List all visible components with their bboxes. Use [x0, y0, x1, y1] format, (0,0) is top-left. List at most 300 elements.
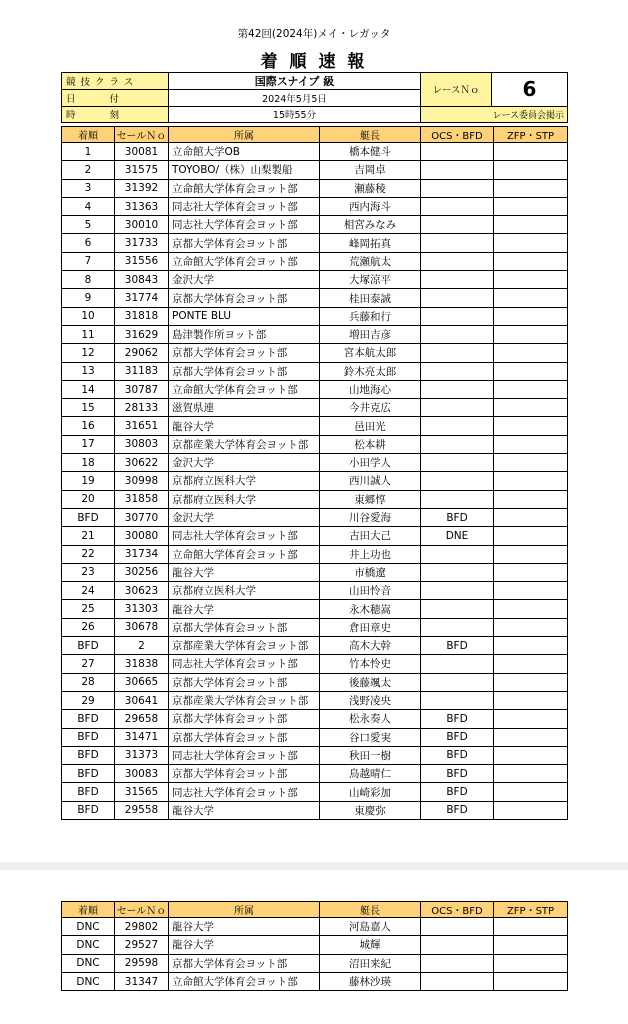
cell-affiliation: 京都大学体育会ヨット部 — [169, 673, 320, 691]
table-row — [62, 197, 568, 215]
cell-ocs-bfd — [421, 691, 494, 709]
cell-skipper: 永木穂嵩 — [320, 600, 421, 618]
cell-ocs-bfd — [421, 600, 494, 618]
header-ocs-bfd: OCS・BFD — [421, 127, 494, 143]
cell-skipper: 東郷惇 — [320, 490, 421, 508]
cell-rank: 9 — [62, 289, 115, 307]
dnc-table — [61, 901, 568, 991]
cell-sail-no: 31556 — [115, 252, 169, 270]
cell-skipper: 山田怜音 — [320, 582, 421, 600]
cell-zfp-stp — [494, 508, 568, 526]
cell-affiliation: 滋賀県連 — [169, 399, 320, 417]
table-row — [62, 216, 568, 234]
cell-zfp-stp — [494, 691, 568, 709]
cell-ocs-bfd — [421, 655, 494, 673]
cell-sail-no: 31363 — [115, 197, 169, 215]
cell-rank: BFD — [62, 508, 115, 526]
cell-sail-no: 28133 — [115, 399, 169, 417]
cell-skipper: 井上功也 — [320, 545, 421, 563]
cell-affiliation: 同志社大学体育会ヨット部 — [169, 783, 320, 801]
cell-zfp-stp — [494, 271, 568, 289]
table-row — [62, 289, 568, 307]
cell-ocs-bfd — [421, 179, 494, 197]
cell-affiliation: 龍谷大学 — [169, 918, 320, 936]
cell-sail-no: 30080 — [115, 527, 169, 545]
cell-affiliation: 立命館大学体育会ヨット部 — [169, 179, 320, 197]
cell-ocs-bfd — [421, 618, 494, 636]
table-row — [62, 344, 568, 362]
cell-sail-no: 30678 — [115, 618, 169, 636]
cell-rank: 27 — [62, 655, 115, 673]
cell-skipper: 竹本怜史 — [320, 655, 421, 673]
cell-zfp-stp — [494, 765, 568, 783]
cell-rank: 1 — [62, 143, 115, 161]
cell-ocs-bfd — [421, 362, 494, 380]
cell-zfp-stp — [494, 710, 568, 728]
cell-zfp-stp — [494, 197, 568, 215]
cell-zfp-stp — [494, 954, 568, 972]
cell-rank: 14 — [62, 380, 115, 398]
cell-affiliation: 島津製作所ヨット部 — [169, 325, 320, 343]
cell-skipper: 桂田泰誠 — [320, 289, 421, 307]
cell-sail-no: 30623 — [115, 582, 169, 600]
table-row — [62, 563, 568, 581]
cell-sail-no: 29658 — [115, 710, 169, 728]
header-rank: 着順 — [62, 127, 115, 143]
cell-affiliation: 京都大学体育会ヨット部 — [169, 765, 320, 783]
cell-zfp-stp — [494, 307, 568, 325]
header-rank: 着順 — [62, 902, 115, 918]
class-label: 競技クラス — [62, 73, 169, 90]
cell-rank: 11 — [62, 325, 115, 343]
cell-skipper: 吉岡卓 — [320, 161, 421, 179]
cell-sail-no: 31651 — [115, 417, 169, 435]
cell-sail-no: 30998 — [115, 472, 169, 490]
table-row — [62, 918, 568, 936]
cell-affiliation: PONTE BLU — [169, 307, 320, 325]
cell-rank: 21 — [62, 527, 115, 545]
cell-affiliation: 京都産業大学体育会ヨット部 — [169, 637, 320, 655]
cell-sail-no: 31774 — [115, 289, 169, 307]
table-row — [62, 801, 568, 819]
table-row — [62, 508, 568, 526]
cell-sail-no: 31734 — [115, 545, 169, 563]
cell-sail-no: 31838 — [115, 655, 169, 673]
cell-ocs-bfd — [421, 380, 494, 398]
cell-sail-no: 30665 — [115, 673, 169, 691]
cell-skipper: 松本耕 — [320, 435, 421, 453]
cell-sail-no: 29558 — [115, 801, 169, 819]
cell-zfp-stp — [494, 380, 568, 398]
cell-ocs-bfd: DNE — [421, 527, 494, 545]
cell-zfp-stp — [494, 563, 568, 581]
cell-skipper: 今井克広 — [320, 399, 421, 417]
cell-affiliation: 龍谷大学 — [169, 600, 320, 618]
cell-sail-no: 31818 — [115, 307, 169, 325]
cell-skipper: 鳥越晴仁 — [320, 765, 421, 783]
cell-skipper: 倉田章史 — [320, 618, 421, 636]
cell-skipper: 峰岡拓真 — [320, 234, 421, 252]
cell-skipper: 市橋遼 — [320, 563, 421, 581]
cell-rank: 25 — [62, 600, 115, 618]
cell-skipper: 鈴木亮太郎 — [320, 362, 421, 380]
cell-affiliation: 京都府立医科大学 — [169, 490, 320, 508]
cell-affiliation: 京都産業大学体育会ヨット部 — [169, 691, 320, 709]
cell-rank: DNC — [62, 954, 115, 972]
cell-ocs-bfd — [421, 435, 494, 453]
cell-rank: 28 — [62, 673, 115, 691]
cell-sail-no: 31373 — [115, 746, 169, 764]
cell-zfp-stp — [494, 161, 568, 179]
table-row — [62, 728, 568, 746]
cell-rank: BFD — [62, 710, 115, 728]
table-row — [62, 435, 568, 453]
cell-ocs-bfd — [421, 307, 494, 325]
cell-affiliation: 同志社大学体育会ヨット部 — [169, 527, 320, 545]
cell-ocs-bfd — [421, 325, 494, 343]
cell-zfp-stp — [494, 545, 568, 563]
cell-rank: BFD — [62, 801, 115, 819]
cell-rank: BFD — [62, 746, 115, 764]
cell-rank: BFD — [62, 783, 115, 801]
cell-sail-no: 29062 — [115, 344, 169, 362]
cell-zfp-stp — [494, 600, 568, 618]
document-title: 第42回(2024年)メイ・レガッタ — [237, 28, 391, 40]
cell-rank: 13 — [62, 362, 115, 380]
cell-sail-no: 30770 — [115, 508, 169, 526]
table-row — [62, 673, 568, 691]
cell-affiliation: 金沢大学 — [169, 454, 320, 472]
cell-skipper: 西川誠人 — [320, 472, 421, 490]
cell-sail-no: 30843 — [115, 271, 169, 289]
cell-skipper: 宮本航太郎 — [320, 344, 421, 362]
cell-skipper: 河島嘉人 — [320, 918, 421, 936]
cell-zfp-stp — [494, 289, 568, 307]
cell-ocs-bfd — [421, 417, 494, 435]
cell-rank: 15 — [62, 399, 115, 417]
table-row — [62, 765, 568, 783]
cell-ocs-bfd — [421, 490, 494, 508]
cell-sail-no: 30622 — [115, 454, 169, 472]
cell-rank: BFD — [62, 765, 115, 783]
cell-zfp-stp — [494, 936, 568, 954]
cell-sail-no: 31183 — [115, 362, 169, 380]
cell-rank: 16 — [62, 417, 115, 435]
cell-affiliation: 立命館大学体育会ヨット部 — [169, 972, 320, 990]
table-row — [62, 637, 568, 655]
cell-rank: BFD — [62, 728, 115, 746]
results-table — [61, 126, 568, 820]
cell-zfp-stp — [494, 472, 568, 490]
header-skipper: 艇長 — [320, 127, 421, 143]
cell-ocs-bfd — [421, 252, 494, 270]
cell-affiliation: 同志社大学体育会ヨット部 — [169, 197, 320, 215]
cell-sail-no: 29802 — [115, 918, 169, 936]
document-heading: 着 順 速 報 — [260, 52, 368, 72]
cell-ocs-bfd: BFD — [421, 746, 494, 764]
cell-rank: 6 — [62, 234, 115, 252]
cell-sail-no: 31858 — [115, 490, 169, 508]
cell-ocs-bfd: BFD — [421, 765, 494, 783]
cell-rank: 26 — [62, 618, 115, 636]
cell-affiliation: 龍谷大学 — [169, 936, 320, 954]
cell-zfp-stp — [494, 783, 568, 801]
cell-zfp-stp — [494, 216, 568, 234]
cell-skipper: 増田吉彦 — [320, 325, 421, 343]
cell-rank: 5 — [62, 216, 115, 234]
cell-ocs-bfd: BFD — [421, 801, 494, 819]
cell-ocs-bfd: BFD — [421, 508, 494, 526]
cell-zfp-stp — [494, 234, 568, 252]
time-label: 時 刻 — [62, 106, 169, 123]
header-affiliation: 所属 — [169, 902, 320, 918]
cell-ocs-bfd — [421, 454, 494, 472]
cell-zfp-stp — [494, 344, 568, 362]
page-separator — [0, 862, 628, 870]
cell-rank: 12 — [62, 344, 115, 362]
cell-zfp-stp — [494, 252, 568, 270]
cell-ocs-bfd: BFD — [421, 728, 494, 746]
cell-skipper: 松永奏人 — [320, 710, 421, 728]
cell-ocs-bfd — [421, 216, 494, 234]
class-value: 国際スナイプ 級 — [169, 73, 421, 90]
date-label: 日 付 — [62, 90, 169, 107]
cell-skipper: 秋田一樹 — [320, 746, 421, 764]
cell-ocs-bfd — [421, 197, 494, 215]
header-row — [62, 902, 568, 918]
cell-affiliation: 同志社大学体育会ヨット部 — [169, 746, 320, 764]
cell-zfp-stp — [494, 417, 568, 435]
cell-skipper: 谷口愛実 — [320, 728, 421, 746]
cell-zfp-stp — [494, 801, 568, 819]
cell-skipper: 橋本健斗 — [320, 143, 421, 161]
table-row — [62, 234, 568, 252]
cell-skipper: 荒瀬航太 — [320, 252, 421, 270]
cell-skipper: 山崎彩加 — [320, 783, 421, 801]
header-sail-no: セールＮｏ — [115, 902, 169, 918]
table-row — [62, 746, 568, 764]
cell-affiliation: 立命館大学体育会ヨット部 — [169, 545, 320, 563]
cell-affiliation: 立命館大学OB — [169, 143, 320, 161]
cell-affiliation: 京都産業大学体育会ヨット部 — [169, 435, 320, 453]
cell-sail-no: 2 — [115, 637, 169, 655]
cell-zfp-stp — [494, 746, 568, 764]
cell-zfp-stp — [494, 527, 568, 545]
table-row — [62, 399, 568, 417]
cell-affiliation: 立命館大学体育会ヨット部 — [169, 252, 320, 270]
cell-sail-no: 31629 — [115, 325, 169, 343]
cell-rank: 4 — [62, 197, 115, 215]
cell-affiliation: 京都大学体育会ヨット部 — [169, 289, 320, 307]
cell-zfp-stp — [494, 673, 568, 691]
cell-skipper: 藤林沙瑛 — [320, 972, 421, 990]
cell-skipper: 小田学人 — [320, 454, 421, 472]
cell-zfp-stp — [494, 143, 568, 161]
cell-skipper: 大塚涼平 — [320, 271, 421, 289]
cell-zfp-stp — [494, 918, 568, 936]
table-row — [62, 655, 568, 673]
table-row — [62, 691, 568, 709]
cell-zfp-stp — [494, 362, 568, 380]
table-row — [62, 783, 568, 801]
cell-zfp-stp — [494, 399, 568, 417]
table-row — [62, 380, 568, 398]
cell-skipper: 瀬藤稜 — [320, 179, 421, 197]
race-info-table — [61, 72, 568, 123]
table-row — [62, 618, 568, 636]
cell-ocs-bfd — [421, 673, 494, 691]
header-affiliation: 所属 — [169, 127, 320, 143]
cell-rank: 20 — [62, 490, 115, 508]
cell-affiliation: 龍谷大学 — [169, 563, 320, 581]
cell-sail-no: 31575 — [115, 161, 169, 179]
cell-rank: 18 — [62, 454, 115, 472]
table-row — [62, 307, 568, 325]
table-row — [62, 271, 568, 289]
cell-rank: 2 — [62, 161, 115, 179]
table-row — [62, 527, 568, 545]
cell-skipper: 相宮みなみ — [320, 216, 421, 234]
cell-skipper: 城輝 — [320, 936, 421, 954]
cell-affiliation: 京都大学体育会ヨット部 — [169, 344, 320, 362]
header-skipper: 艇長 — [320, 902, 421, 918]
cell-ocs-bfd — [421, 143, 494, 161]
cell-sail-no: 30083 — [115, 765, 169, 783]
cell-ocs-bfd — [421, 344, 494, 362]
cell-ocs-bfd — [421, 972, 494, 990]
race-no-label: レースＮｏ — [421, 73, 492, 107]
cell-rank: 17 — [62, 435, 115, 453]
cell-ocs-bfd — [421, 472, 494, 490]
header-sail-no: セールＮｏ — [115, 127, 169, 143]
cell-skipper: 古田大己 — [320, 527, 421, 545]
cell-ocs-bfd — [421, 271, 494, 289]
cell-skipper: 邑田光 — [320, 417, 421, 435]
table-row — [62, 417, 568, 435]
cell-ocs-bfd — [421, 161, 494, 179]
cell-affiliation: 同志社大学体育会ヨット部 — [169, 655, 320, 673]
cell-affiliation: 同志社大学体育会ヨット部 — [169, 216, 320, 234]
cell-rank: 7 — [62, 252, 115, 270]
table-row — [62, 325, 568, 343]
time-value: 15時55分 — [169, 106, 421, 123]
cell-rank: 8 — [62, 271, 115, 289]
cell-zfp-stp — [494, 582, 568, 600]
cell-rank: 10 — [62, 307, 115, 325]
cell-affiliation: 京都大学体育会ヨット部 — [169, 954, 320, 972]
cell-rank: BFD — [62, 637, 115, 655]
cell-rank: 19 — [62, 472, 115, 490]
cell-affiliation: 龍谷大学 — [169, 801, 320, 819]
cell-zfp-stp — [494, 637, 568, 655]
cell-skipper: 西内海斗 — [320, 197, 421, 215]
cell-sail-no: 31303 — [115, 600, 169, 618]
cell-ocs-bfd — [421, 954, 494, 972]
table-row — [62, 710, 568, 728]
cell-sail-no: 30803 — [115, 435, 169, 453]
cell-sail-no: 31565 — [115, 783, 169, 801]
cell-sail-no: 31347 — [115, 972, 169, 990]
cell-affiliation: TOYOBO/（株）山梨製船 — [169, 161, 320, 179]
cell-skipper: 高木大幹 — [320, 637, 421, 655]
table-row — [62, 490, 568, 508]
cell-ocs-bfd — [421, 563, 494, 581]
cell-skipper: 川谷愛海 — [320, 508, 421, 526]
cell-rank: 29 — [62, 691, 115, 709]
cell-zfp-stp — [494, 179, 568, 197]
cell-affiliation: 京都大学体育会ヨット部 — [169, 618, 320, 636]
cell-ocs-bfd — [421, 289, 494, 307]
cell-skipper: 東慶弥 — [320, 801, 421, 819]
cell-ocs-bfd: BFD — [421, 710, 494, 728]
cell-sail-no: 29598 — [115, 954, 169, 972]
header-zfp-stp: ZFP・STP — [494, 127, 568, 143]
cell-zfp-stp — [494, 728, 568, 746]
cell-ocs-bfd: BFD — [421, 637, 494, 655]
table-row — [62, 972, 568, 990]
header-row — [62, 127, 568, 143]
cell-affiliation: 金沢大学 — [169, 508, 320, 526]
cell-rank: DNC — [62, 918, 115, 936]
cell-ocs-bfd — [421, 234, 494, 252]
cell-zfp-stp — [494, 454, 568, 472]
cell-affiliation: 京都大学体育会ヨット部 — [169, 362, 320, 380]
cell-ocs-bfd — [421, 918, 494, 936]
cell-sail-no: 30010 — [115, 216, 169, 234]
cell-zfp-stp — [494, 972, 568, 990]
header-ocs-bfd: OCS・BFD — [421, 902, 494, 918]
date-value: 2024年5月5日 — [169, 90, 421, 107]
notice-label: レース委員会掲示 — [421, 106, 568, 123]
cell-sail-no: 31733 — [115, 234, 169, 252]
table-row — [62, 954, 568, 972]
cell-affiliation: 京都府立医科大学 — [169, 582, 320, 600]
cell-rank: 22 — [62, 545, 115, 563]
cell-zfp-stp — [494, 618, 568, 636]
cell-sail-no: 30256 — [115, 563, 169, 581]
cell-skipper: 浅野凌央 — [320, 691, 421, 709]
table-row — [62, 582, 568, 600]
cell-affiliation: 龍谷大学 — [169, 417, 320, 435]
cell-ocs-bfd — [421, 936, 494, 954]
table-row — [62, 179, 568, 197]
cell-rank: 24 — [62, 582, 115, 600]
cell-skipper: 後藤颯太 — [320, 673, 421, 691]
cell-skipper: 兵藤和行 — [320, 307, 421, 325]
table-row — [62, 545, 568, 563]
cell-affiliation: 京都府立医科大学 — [169, 472, 320, 490]
cell-affiliation: 京都大学体育会ヨット部 — [169, 728, 320, 746]
cell-rank: DNC — [62, 972, 115, 990]
cell-zfp-stp — [494, 655, 568, 673]
cell-sail-no: 31392 — [115, 179, 169, 197]
table-row — [62, 161, 568, 179]
cell-affiliation: 金沢大学 — [169, 271, 320, 289]
table-row — [62, 143, 568, 161]
table-row — [62, 362, 568, 380]
cell-sail-no: 30641 — [115, 691, 169, 709]
header-zfp-stp: ZFP・STP — [494, 902, 568, 918]
cell-affiliation: 立命館大学体育会ヨット部 — [169, 380, 320, 398]
cell-rank: 23 — [62, 563, 115, 581]
cell-zfp-stp — [494, 325, 568, 343]
cell-rank: DNC — [62, 936, 115, 954]
cell-affiliation: 京都大学体育会ヨット部 — [169, 234, 320, 252]
cell-affiliation: 京都大学体育会ヨット部 — [169, 710, 320, 728]
cell-sail-no: 31471 — [115, 728, 169, 746]
cell-sail-no: 30081 — [115, 143, 169, 161]
cell-ocs-bfd — [421, 399, 494, 417]
